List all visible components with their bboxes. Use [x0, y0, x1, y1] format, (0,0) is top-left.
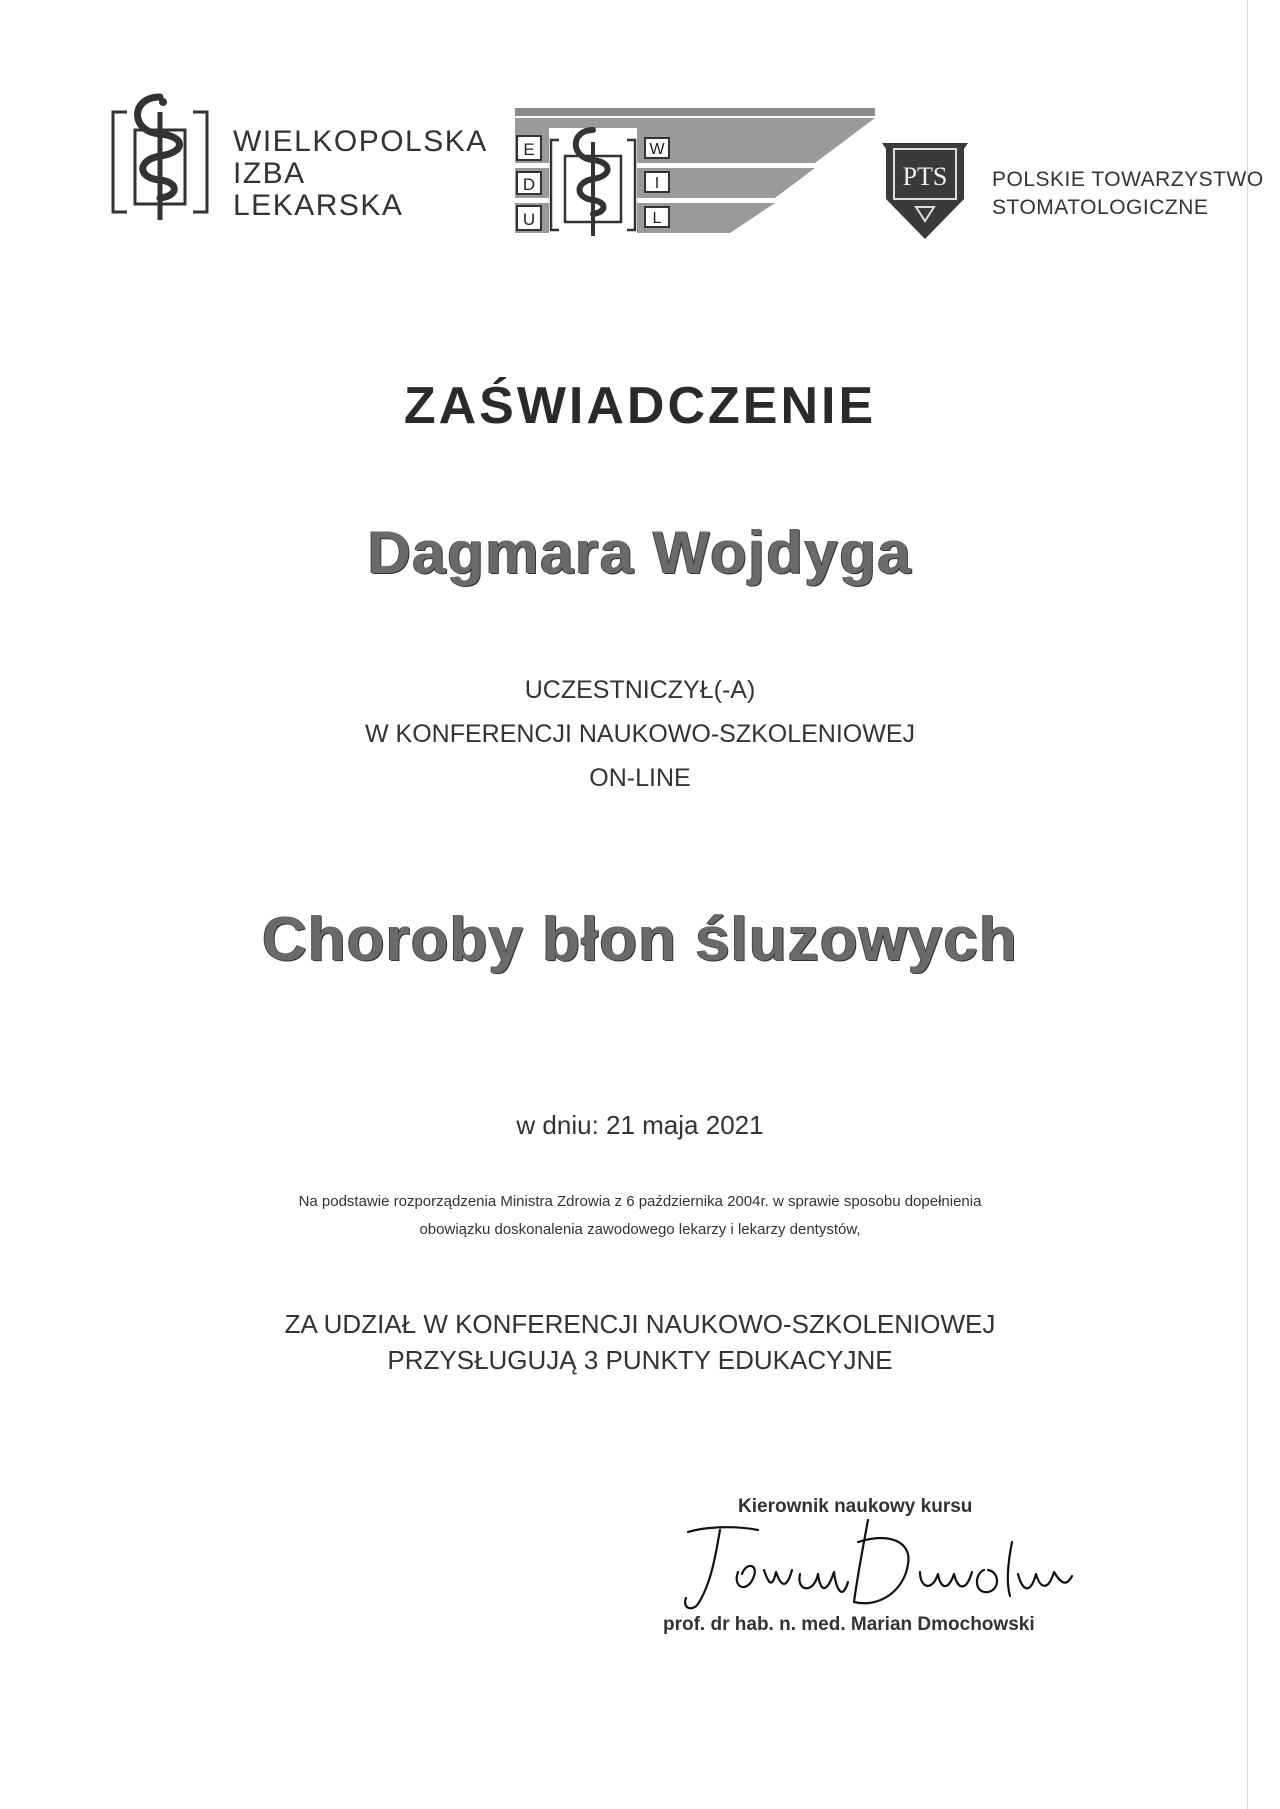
wil-name-line-1: WIELKOPOLSKA [233, 125, 488, 158]
pts-name-block [992, 166, 1264, 222]
pts-name-line-1: POLSKIE TOWARZYSTWO [992, 168, 1264, 191]
participation-statement [0, 668, 1280, 800]
participation-line-2: W KONFERENCJI NAUKOWO-SZKOLENIOWEJ [364, 720, 916, 748]
pts-name-line-2: STOMATOLOGICZNE [992, 196, 1209, 219]
handwritten-signature [668, 1512, 1083, 1622]
edu-letter-d: D [522, 175, 536, 194]
pts-logo [880, 135, 970, 243]
edu-letter-e: E [523, 140, 535, 159]
wil-letter-w: W [649, 141, 665, 158]
wil-letter-i: I [654, 175, 660, 192]
recipient-name: Dagmara Wojdyga [367, 519, 913, 586]
conference-date: w dniu: 21 maja 2021 [516, 1110, 764, 1140]
pts-mark-text: PTS [902, 162, 948, 191]
points-line-1: ZA UDZIAŁ W KONFERENCJI NAUKOWO-SZKOLENIOWEJ [284, 1309, 996, 1339]
participation-line-1: UCZESTNICZYŁ(-A) [524, 676, 756, 704]
education-points-statement [0, 1306, 1280, 1378]
wil-name-block [233, 126, 488, 222]
wielkopolska-izba-lekarska-logo [105, 92, 215, 222]
wil-name-line-3: LEKARSKA [233, 189, 404, 222]
legal-line-2: obowiązku doskonalenia zawodowego lekarzy i lekarzy dentystów, [419, 1221, 861, 1238]
legal-basis [0, 1188, 1280, 1244]
legal-line-1: Na podstawie rozporządzenia Ministra Zdrowia z 6 października 2004r. w sprawie sposobu dopełnienia [298, 1193, 982, 1210]
certificate-title: ZAŚWIADCZENIE [403, 377, 877, 435]
edu-wil-logo [515, 108, 875, 238]
points-line-2: PRZYSŁUGUJĄ 3 PUNKTY EDUKACYJNE [387, 1345, 893, 1375]
signatory-name: prof. dr hab. n. med. Marian Dmochowski [663, 1614, 1035, 1635]
wil-name-line-2: IZBA [233, 157, 306, 190]
wil-letter-l: L [652, 210, 662, 227]
conference-topic: Choroby błon śluzowych [262, 905, 1018, 974]
signatory-role: Kierownik naukowy kursu [738, 1496, 973, 1517]
participation-line-3: ON-LINE [589, 764, 691, 792]
edu-letter-u: U [522, 210, 536, 229]
